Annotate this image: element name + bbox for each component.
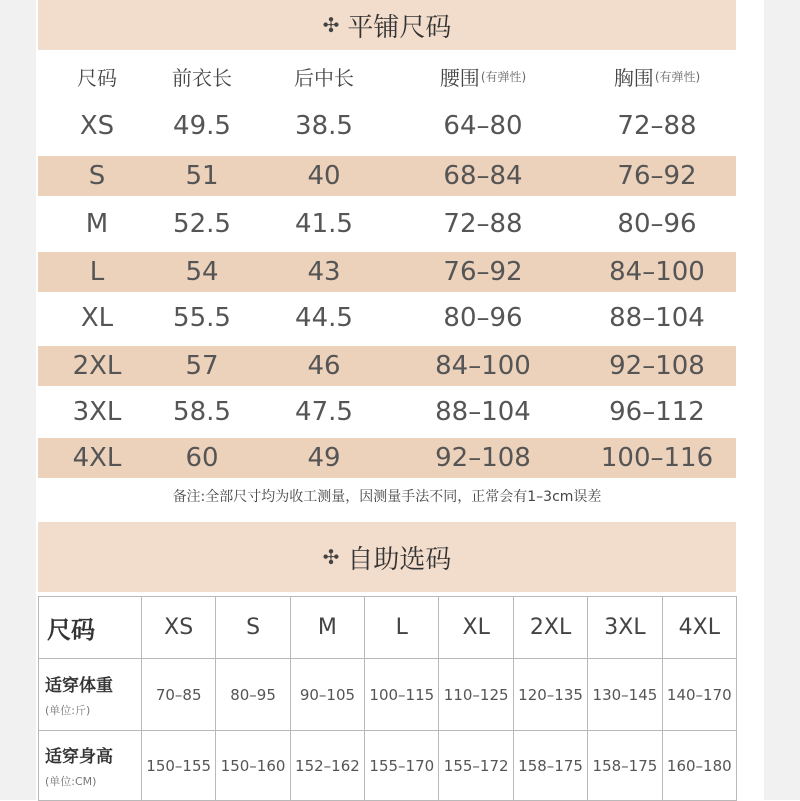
- flat-size-title: 平铺尺码: [347, 12, 452, 43]
- front-length-cell: 60: [185, 443, 219, 473]
- header-front-length: 前衣长: [172, 65, 232, 90]
- ornament-icon: ✣: [322, 545, 340, 569]
- front-length-cell: 54: [185, 257, 219, 287]
- height-cell: 155–172: [439, 731, 513, 801]
- height-cell: 150–155: [142, 731, 216, 801]
- size-select-table: [38, 596, 737, 801]
- self-select-header: [38, 522, 736, 592]
- table-row: [38, 156, 736, 196]
- height-cell: 158–175: [514, 731, 588, 801]
- height-label: 适穿身高: [45, 747, 113, 767]
- table-row: [38, 346, 736, 386]
- weight-cell: 100–115: [365, 659, 439, 731]
- left-margin-strip: [0, 0, 36, 800]
- table-row: [38, 392, 736, 432]
- table-row: [38, 204, 736, 244]
- weight-cell: 130–145: [588, 659, 662, 731]
- header-back-length: 后中长: [294, 65, 354, 90]
- weight-unit: (单位:斤): [45, 704, 91, 717]
- height-cell: 158–175: [588, 731, 662, 801]
- waist-cell: 92–108: [435, 443, 531, 473]
- size-header-cell: 2XL: [514, 597, 588, 659]
- front-length-cell: 57: [185, 351, 219, 381]
- height-cell: 160–180: [663, 731, 737, 801]
- waist-cell: 76–92: [443, 257, 523, 287]
- back-length-cell: 44.5: [295, 303, 353, 333]
- weight-cell: 80–95: [216, 659, 290, 731]
- weight-cell: 110–125: [439, 659, 513, 731]
- weight-cell: 90–105: [291, 659, 365, 731]
- height-cell: 155–170: [365, 731, 439, 801]
- table-row: [38, 438, 736, 478]
- chest-cell: 76–92: [617, 161, 697, 191]
- size-row-label: 尺码: [39, 597, 142, 659]
- size-cell: 2XL: [72, 351, 122, 381]
- front-length-cell: 52.5: [173, 209, 231, 239]
- waist-cell: 72–88: [443, 209, 523, 239]
- height-cell: 150–160: [216, 731, 290, 801]
- header-waist-label: 腰围: [439, 65, 480, 90]
- self-select-title: 自助选码: [347, 544, 452, 575]
- back-length-cell: 43: [307, 257, 341, 287]
- back-length-cell: 41.5: [295, 209, 353, 239]
- right-margin-strip: [764, 0, 800, 800]
- table-row: [38, 298, 736, 338]
- size-header-cell: XS: [142, 597, 216, 659]
- back-length-cell: 46: [307, 351, 341, 381]
- size-cell: S: [88, 161, 106, 191]
- size-header-cell: M: [291, 597, 365, 659]
- header-chest: [562, 56, 752, 96]
- header-size: 尺码: [77, 65, 117, 90]
- size-header-cell: L: [365, 597, 439, 659]
- waist-cell: 80–96: [443, 303, 523, 333]
- size-cell: 4XL: [72, 443, 122, 473]
- header-chest-label: 胸围: [613, 65, 654, 90]
- size-cell: XS: [79, 111, 115, 141]
- measurement-note: 备注:全部尺寸均为收工测量，因测量手法不同，正常会有1–3cm误差: [172, 489, 602, 505]
- size-header-cell: XL: [439, 597, 513, 659]
- chest-cell: 92–108: [609, 351, 705, 381]
- chest-cell: 96–112: [609, 397, 705, 427]
- chest-cell: 72–88: [617, 111, 697, 141]
- table-row: [38, 106, 736, 146]
- size-cell: L: [89, 257, 105, 287]
- back-length-cell: 38.5: [295, 111, 353, 141]
- weight-cell: 70–85: [142, 659, 216, 731]
- size-header-cell: 4XL: [663, 597, 737, 659]
- header-waist-note: (有弹性): [480, 69, 527, 84]
- size-cell: 3XL: [72, 397, 122, 427]
- height-cell: 152–162: [291, 731, 365, 801]
- front-length-cell: 49.5: [173, 111, 231, 141]
- back-length-cell: 49: [307, 443, 341, 473]
- table-row: [39, 731, 737, 801]
- table-row: [39, 659, 737, 731]
- height-row-label: [39, 731, 142, 801]
- waist-cell: 68–84: [443, 161, 523, 191]
- chest-cell: 80–96: [617, 209, 697, 239]
- size-header-cell: 3XL: [588, 597, 662, 659]
- waist-cell: 84–100: [435, 351, 531, 381]
- weight-cell: 120–135: [514, 659, 588, 731]
- chest-cell: 88–104: [609, 303, 705, 333]
- weight-label: 适穿体重: [45, 676, 113, 696]
- front-length-cell: 55.5: [173, 303, 231, 333]
- weight-cell: 140–170: [663, 659, 737, 731]
- size-cell: M: [85, 209, 109, 239]
- back-length-cell: 47.5: [295, 397, 353, 427]
- front-length-cell: 51: [185, 161, 219, 191]
- front-length-cell: 58.5: [173, 397, 231, 427]
- height-unit: (单位:CM): [45, 775, 97, 788]
- weight-row-label: [39, 659, 142, 731]
- size-header-cell: S: [216, 597, 290, 659]
- header-waist: [388, 56, 578, 96]
- waist-cell: 64–80: [443, 111, 523, 141]
- size-cell: XL: [80, 303, 114, 333]
- back-length-cell: 40: [307, 161, 341, 191]
- chest-cell: 100–116: [600, 443, 714, 473]
- waist-cell: 88–104: [435, 397, 531, 427]
- flat-table-header-row: [38, 56, 736, 96]
- flat-size-header: [38, 0, 736, 50]
- table-row: [38, 252, 736, 292]
- table-row: [39, 597, 737, 659]
- ornament-icon: ✣: [322, 13, 340, 37]
- header-chest-note: (有弹性): [654, 69, 701, 84]
- chest-cell: 84–100: [609, 257, 705, 287]
